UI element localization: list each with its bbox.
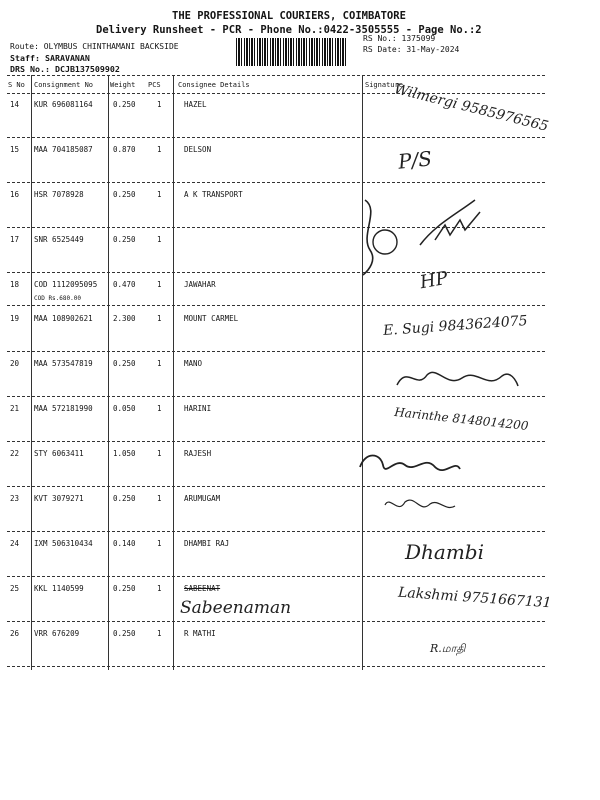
signature-26: R.மாதி [430,642,466,655]
row-rule [7,305,545,306]
row-consignment: SNR 6525449 [34,235,84,244]
row-pcs: 1 [157,539,162,548]
row-consignee: DHAMBI RAJ [184,539,230,548]
row-pcs: 1 [157,145,162,154]
row-rule [7,621,545,622]
row-sno: 18 [10,280,20,289]
signature-19: E. Sugi 9843624075 [382,312,529,340]
row-sno: 14 [10,100,20,109]
row-consignment: MAA 573547819 [34,359,93,368]
row-consignee: HARINI [184,404,212,413]
col-consignment: Consignment No [34,81,94,89]
row-sno: 22 [10,449,20,458]
row-sno: 20 [10,359,20,368]
signature-15: P/S [396,146,434,174]
handwritten-name: Sabeenaman [180,598,292,618]
rs-date: RS Date: 31-May-2024 [363,45,460,54]
row-sno: 17 [10,235,20,244]
row-rule [7,531,545,532]
row-sno: 24 [10,539,20,548]
row-consignee: ARUMUGAM [184,494,221,503]
row-weight: 0.250 [113,584,136,593]
row-consignment: IXM 506310434 [34,539,93,548]
row-consignment: COD 1112095095 [34,280,98,289]
col-sno: S No [8,81,25,89]
route-label: Route: OLYMBUS CHINTHAMANI BACKSIDE [10,42,179,51]
signature-21: Harinthe 8148014200 [393,404,530,434]
row-consignment: MAA 572181990 [34,404,93,413]
signature-24: Dhambi [405,540,485,564]
row-rule [7,351,545,352]
row-consignment: VRR 676209 [34,629,80,638]
row-consignee: R MATHI [184,629,216,638]
row-consignment: MAA 108902621 [34,314,93,323]
row-consignment: KUR 696081164 [34,100,93,109]
row-consignee: DELSON [184,145,212,154]
row-sno: 25 [10,584,20,593]
row-weight: 0.250 [113,190,136,199]
row-weight: 0.250 [113,235,136,244]
col-weight: Weight [110,81,136,89]
col-divider [108,75,109,670]
col-pcs: PCS [148,81,161,89]
col-consignee: Consignee Details [178,81,250,89]
row-sno: 19 [10,314,20,323]
row-weight: 0.250 [113,359,136,368]
col-signature: Signature [365,81,403,89]
signature-23 [380,490,460,520]
row-weight: 1.050 [113,449,136,458]
header-rule [7,93,545,94]
row-pcs: 1 [157,629,162,638]
row-pcs: 1 [157,494,162,503]
row-consignee: SABEENAT [184,584,221,593]
row-pcs: 1 [157,235,162,244]
row-rule [7,396,545,397]
row-consignee: MANO [184,359,203,368]
col-divider [362,75,363,670]
signature-20 [392,360,522,395]
row-consignment: MAA 704185087 [34,145,93,154]
row-sno: 21 [10,404,20,413]
signature-22 [355,447,465,487]
signature-14: Wilmergi 9585976565 [392,81,550,135]
row-rule [7,441,545,442]
row-sno: 26 [10,629,20,638]
row-weight: 0.470 [113,280,136,289]
row-weight: 0.050 [113,404,136,413]
row-consignee: RAJESH [184,449,212,458]
signature-25: Lakshmi 9751667131 [397,584,552,612]
signature-16-17-scribble [355,190,505,280]
col-divider [173,75,174,670]
table-top-rule [7,75,545,76]
row-weight: 0.250 [113,100,136,109]
row-consignee: A K TRANSPORT [184,190,243,199]
row-rule [7,666,545,667]
row-consignment: HSR 7078928 [34,190,84,199]
drs-number: DRS No.: DCJB137509902 [10,64,120,74]
row-pcs: 1 [157,404,162,413]
row-consignment: KKL 1140599 [34,584,84,593]
row-consignee: HAZEL [184,100,207,109]
row-pcs: 1 [157,359,162,368]
barcode [236,38,346,66]
row-pcs: 1 [157,584,162,593]
company-title: THE PROFESSIONAL COURIERS, COIMBATORE [172,10,406,22]
runsheet-subtitle: Delivery Runsheet - PCR - Phone No.:0422-3505555 - Page No.:2 [96,24,482,36]
row-sno: 16 [10,190,20,199]
row-sno: 23 [10,494,20,503]
row-pcs: 1 [157,280,162,289]
rs-number: RS No.: 1375099 [363,34,436,43]
row-pcs: 1 [157,314,162,323]
row-weight: 0.250 [113,494,136,503]
row-consignee: JAWAHAR [184,280,216,289]
staff-label: Staff: SARAVANAN [10,53,90,63]
row-pcs: 1 [157,190,162,199]
row-rule [7,182,545,183]
row-weight: 2.300 [113,314,136,323]
signature-18: HP [418,267,450,294]
row-sno: 15 [10,145,20,154]
cod-amount: COD Rs.680.00 [34,295,81,302]
row-pcs: 1 [157,449,162,458]
row-rule [7,576,545,577]
row-consignment: STY 6063411 [34,449,84,458]
row-weight: 0.870 [113,145,136,154]
row-weight: 0.250 [113,629,136,638]
row-weight: 0.140 [113,539,136,548]
row-pcs: 1 [157,100,162,109]
row-consignee: MOUNT CARMEL [184,314,239,323]
col-divider [31,75,32,670]
row-rule [7,137,545,138]
row-consignment: KVT 3079271 [34,494,84,503]
